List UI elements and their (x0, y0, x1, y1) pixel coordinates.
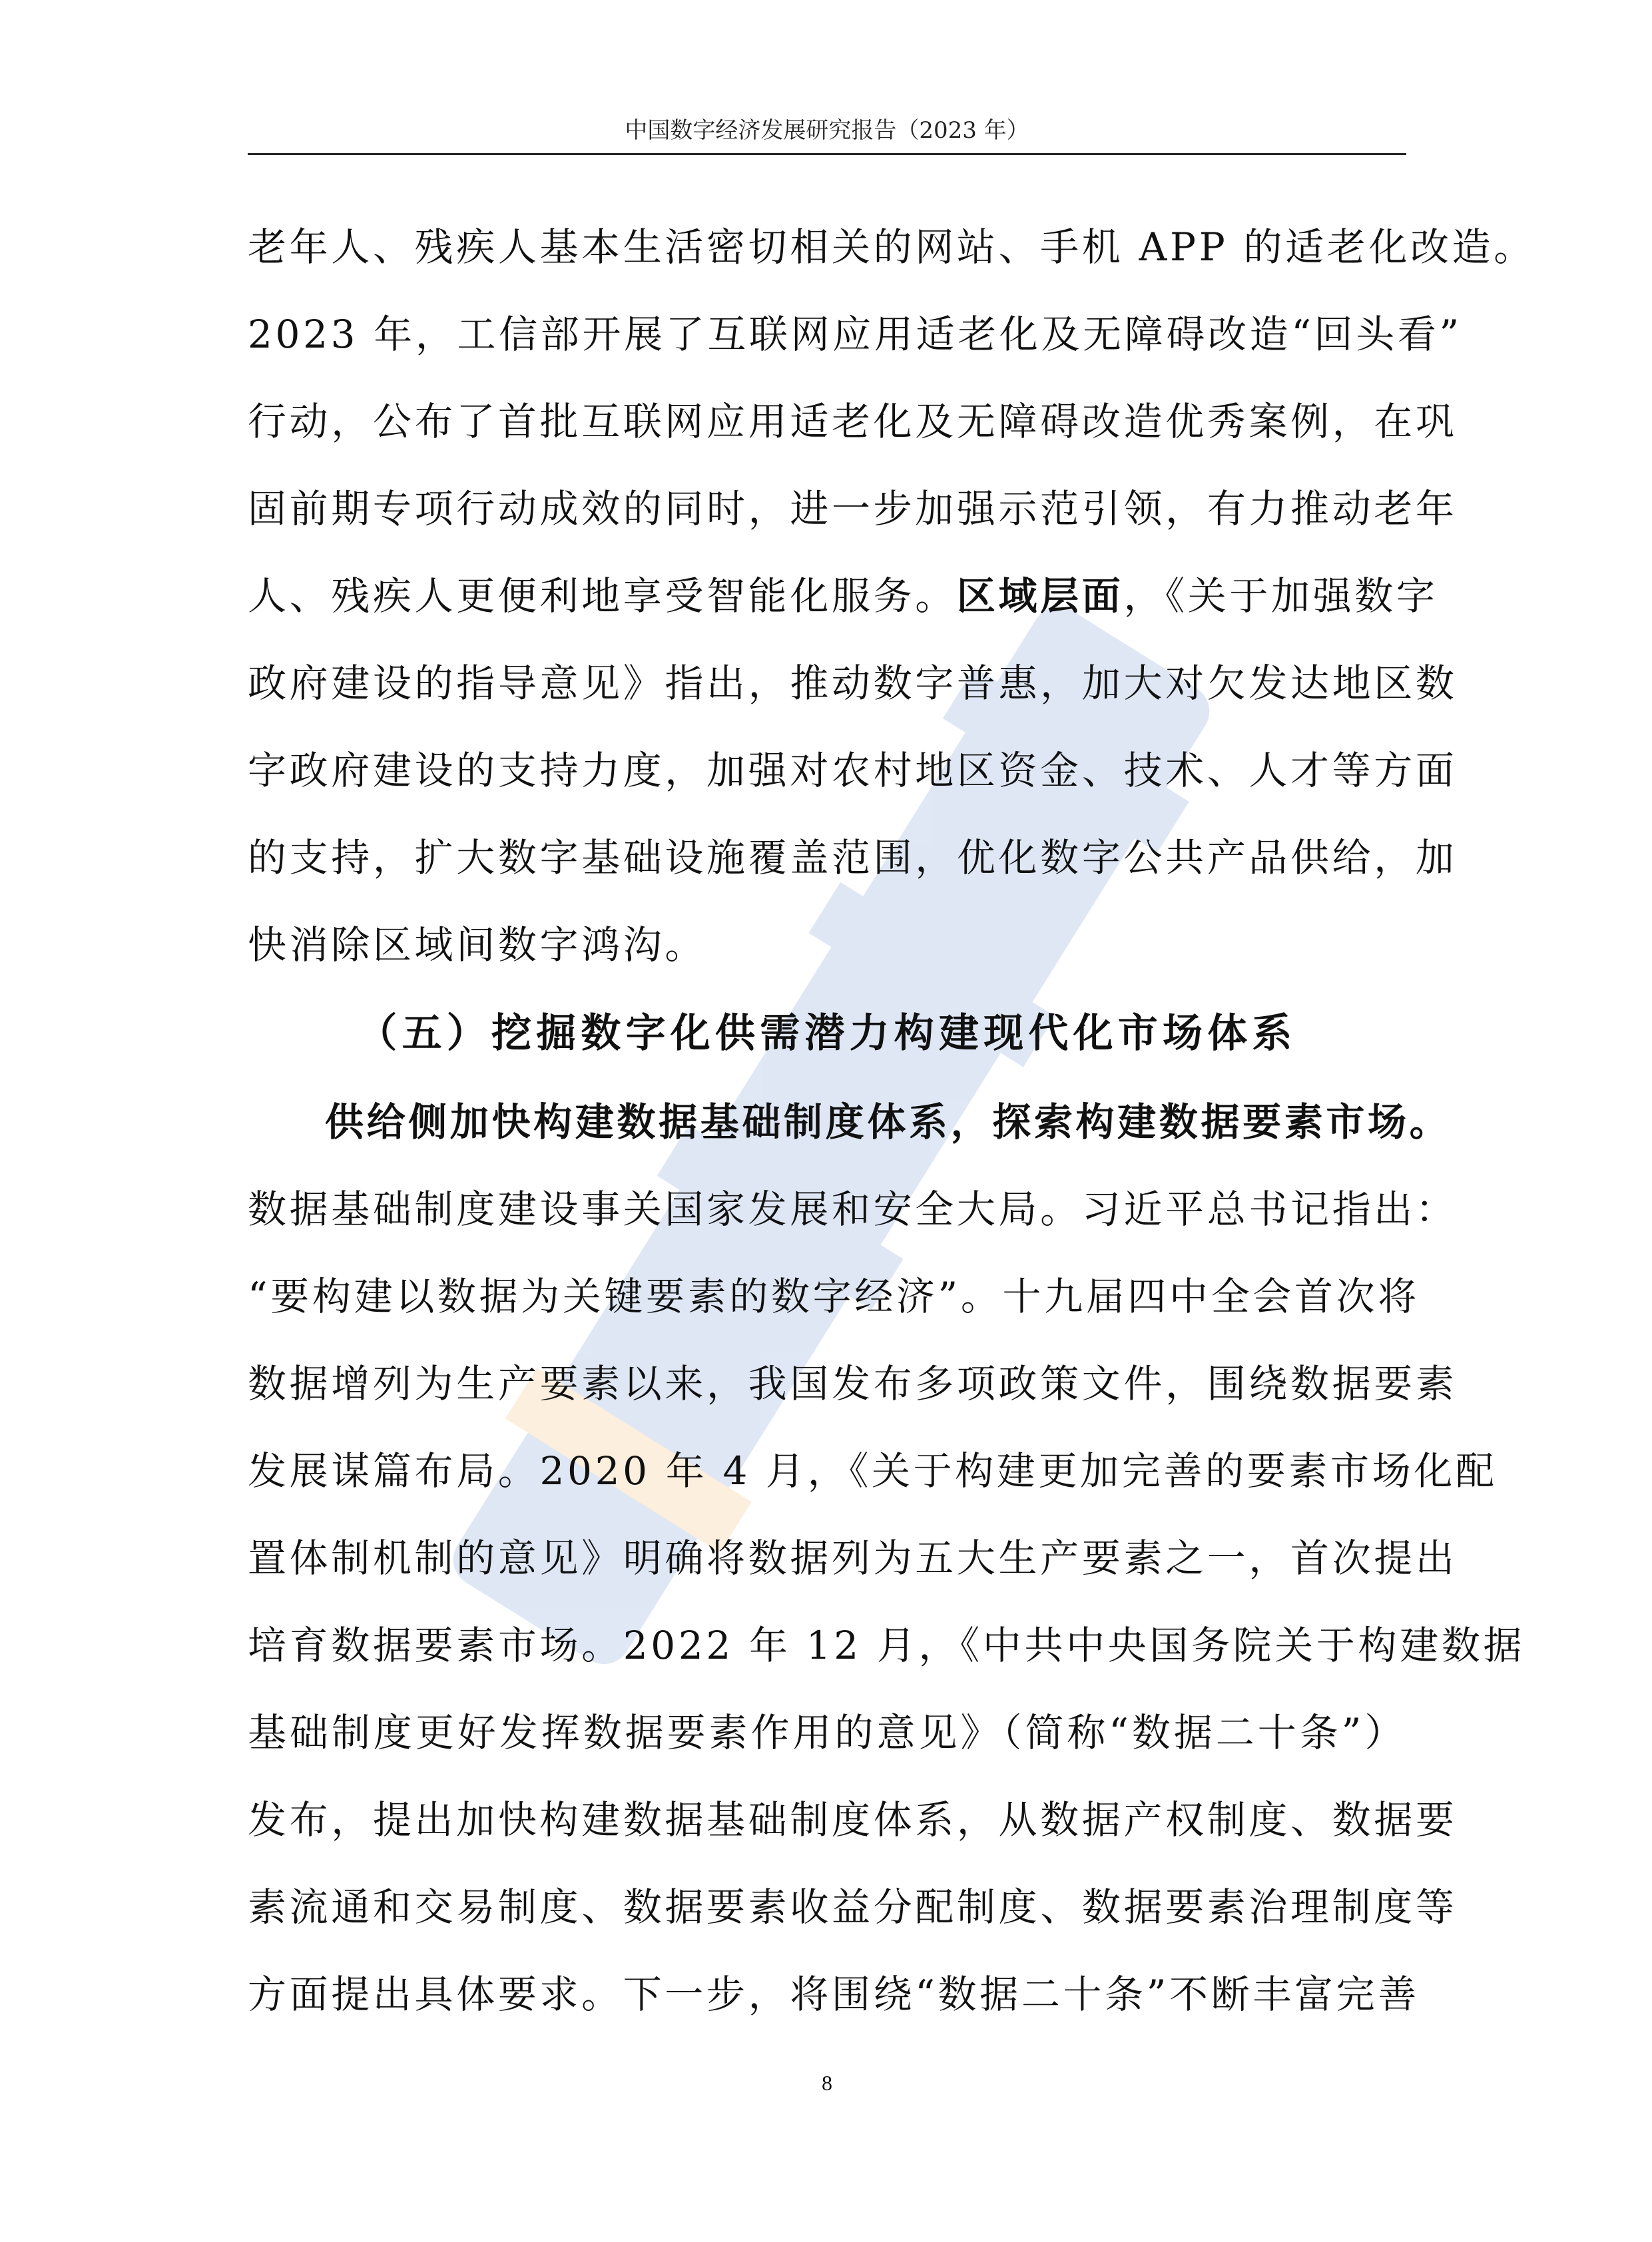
text-line: 快消除区域间数字鸿沟。 (248, 922, 707, 968)
text-span: 人、残疾人更便利地享受智能化服务。 (248, 573, 957, 619)
text-line: 培育数据要素市场。2022 年 12 月，《中共中央国务院关于构建数据 (248, 1623, 1525, 1668)
text-line: 数据增列为生产要素以来，我国发布多项政策文件，围绕数据要素 (248, 1361, 1458, 1406)
text-line: 政府建设的指导意见》指出，推动数字普惠，加大对欠发达地区数 (248, 661, 1458, 706)
section-heading: （五）挖掘数字化供需潜力构建现代化市场体系 (357, 1010, 1297, 1057)
text-line: 字政府建设的支持力度，加强对农村地区资金、技术、人才等方面 (248, 748, 1458, 793)
page-number: 8 (822, 2071, 832, 2095)
page-body (248, 204, 1535, 2038)
text-line: 置体制机制的意见》明确将数据列为五大生产要素之一，首次提出 (248, 1536, 1458, 1581)
text-line: 2023 年，工信部开展了互联网应用适老化及无障碍改造“回头看” (248, 312, 1462, 357)
text-line: 发展谋篇布局。2020 年 4 月，《关于构建更加完善的要素市场化配 (248, 1448, 1498, 1494)
text-line: 的支持，扩大数字基础设施覆盖范围，优化数字公共产品供给，加 (248, 835, 1458, 880)
text-line: 方面提出具体要求。下一步，将围绕“数据二十条”不断丰富完善 (248, 1972, 1420, 2017)
text-line: 数据基础制度建设事关国家发展和安全大局。习近平总书记指出： (248, 1187, 1458, 1232)
text-line: 行动，公布了首批互联网应用适老化及无障碍改造优秀案例，在巩 (248, 399, 1458, 444)
text-line: 老年人、残疾人基本生活密切相关的网站、手机 APP 的适老化改造。 (248, 224, 1535, 270)
text-line: 素流通和交易制度、数据要素收益分配制度、数据要素治理制度等 (248, 1884, 1458, 1930)
header-rule (248, 153, 1406, 155)
bold-keyword: 区域层面 (956, 573, 1124, 619)
text-line: “要构建以数据为关键要素的数字经济”。十九届四中全会首次将 (248, 1274, 1420, 1319)
text-line: 基础制度更好发挥数据要素作用的意见》（简称“数据二十条”） (248, 1710, 1406, 1755)
lead-sentence: 供给侧加快构建数据基础制度体系，探索构建数据要素市场。 (325, 1099, 1452, 1145)
text-line: 固前期专项行动成效的同时，进一步加强示范引领，有力推动老年 (248, 486, 1458, 531)
text-span: ，《关于加强数字 (1123, 573, 1438, 619)
text-line-with-bold (248, 553, 1438, 640)
running-header: 中国数字经济发展研究报告（2023 年） (625, 117, 1029, 144)
text-line: 发布，提出加快构建数据基础制度体系，从数据产权制度、数据要 (248, 1797, 1458, 1842)
